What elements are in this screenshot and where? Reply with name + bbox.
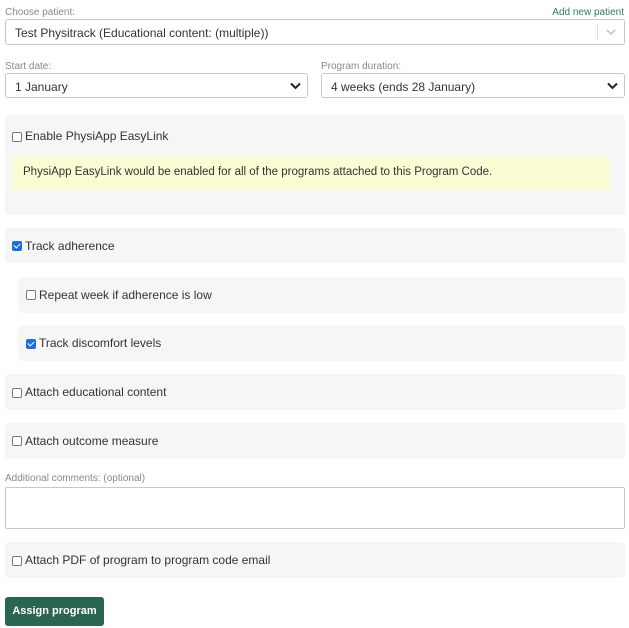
comments-label: Additional comments: (optional)	[5, 473, 146, 484]
outcome-measure-panel	[5, 423, 625, 459]
track-adherence-label: Track adherence	[25, 239, 115, 253]
start-date-value: 1 January	[15, 80, 68, 94]
attach-pdf-checkbox[interactable]	[12, 556, 22, 566]
start-date-select[interactable]	[5, 73, 308, 98]
patient-select-value: Test Physitrack (Educational content: (multiple))	[15, 26, 269, 40]
outcome-measure-label: Attach outcome measure	[25, 434, 159, 448]
assign-program-button[interactable]: Assign program	[5, 597, 104, 626]
comments-textarea[interactable]	[5, 487, 625, 529]
program-duration-value: 4 weeks (ends 28 January)	[331, 80, 476, 94]
easylink-panel	[5, 115, 625, 215]
choose-patient-label: Choose patient:	[5, 7, 76, 18]
program-duration-label: Program duration:	[321, 61, 402, 72]
track-discomfort-checkbox[interactable]	[26, 339, 36, 349]
start-date-label: Start date:	[5, 61, 52, 72]
repeat-week-panel	[18, 277, 625, 313]
add-new-patient-link[interactable]: Add new patient	[552, 7, 624, 18]
attach-pdf-label: Attach PDF of program to program code email	[25, 553, 271, 567]
select-separator	[597, 25, 598, 39]
easylink-checkbox[interactable]	[12, 132, 22, 142]
easylink-note: PhysiApp EasyLink would be enabled for all of the programs attached to this Program Code.	[12, 156, 610, 190]
track-discomfort-label: Track discomfort levels	[39, 336, 162, 350]
outcome-measure-checkbox[interactable]	[12, 436, 22, 446]
track-adherence-checkbox[interactable]	[12, 241, 22, 251]
chevron-down-icon	[606, 28, 616, 36]
patient-select[interactable]	[5, 19, 625, 45]
educational-content-panel	[5, 374, 625, 410]
easylink-label: Enable PhysiApp EasyLink	[25, 129, 169, 143]
educational-content-label: Attach educational content	[25, 385, 167, 399]
attach-pdf-panel	[5, 542, 625, 578]
program-duration-select[interactable]	[321, 73, 625, 98]
repeat-week-checkbox[interactable]	[26, 290, 36, 300]
track-discomfort-panel	[18, 325, 625, 361]
chevron-down-icon	[607, 82, 618, 90]
educational-content-checkbox[interactable]	[12, 388, 22, 398]
chevron-down-icon	[290, 82, 301, 90]
repeat-week-label: Repeat week if adherence is low	[39, 288, 212, 302]
track-adherence-panel	[5, 228, 625, 263]
